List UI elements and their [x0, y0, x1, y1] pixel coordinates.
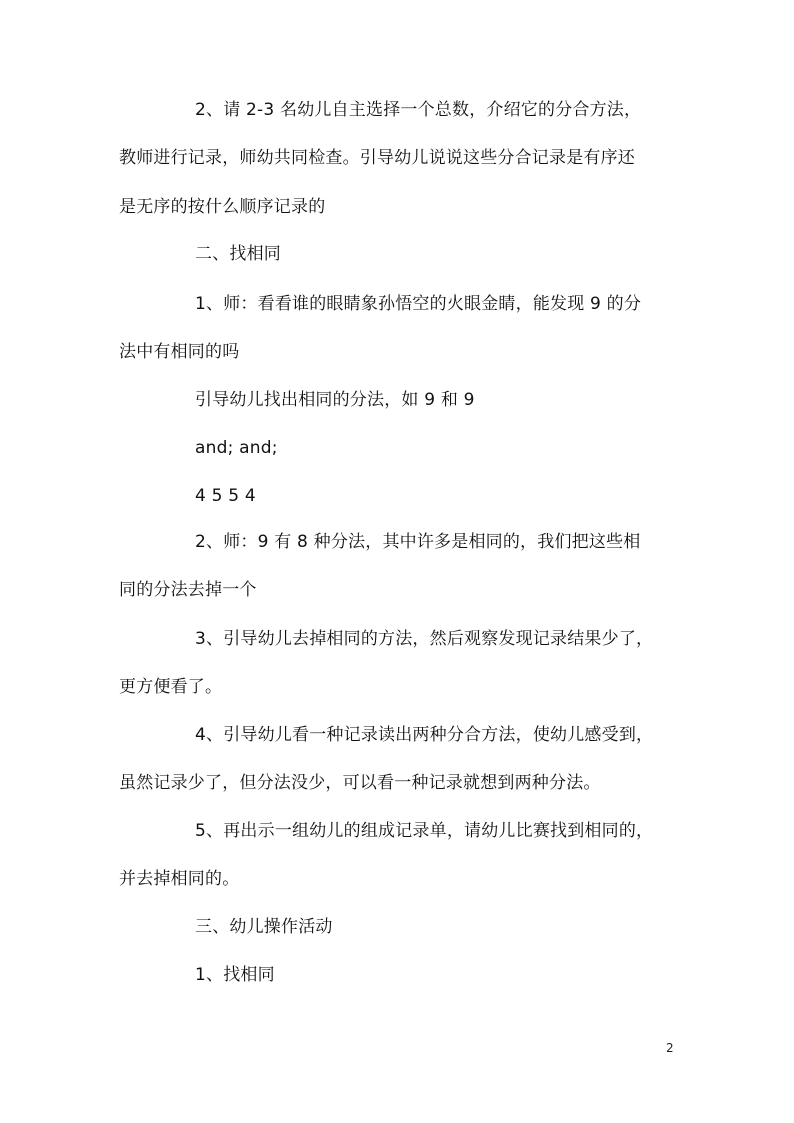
paragraph-line: 2、师：9 有 8 种分法，其中许多是相同的，我们把这些相 — [195, 532, 641, 552]
page-number: 2 — [666, 1041, 674, 1055]
paragraph-line: 5、再出示一组幼儿的组成记录单，请幼儿比赛找到相同的， — [195, 821, 654, 841]
paragraph-line: 1、师：看看谁的眼睛象孙悟空的火眼金睛，能发现 9 的分 — [195, 294, 642, 314]
paragraph-line: 虽然记录少了，但分法没少，可以看一种记录就想到两种分法。 — [119, 773, 601, 793]
paragraph-line: 法中有相同的吗 — [119, 342, 240, 362]
paragraph-line: 4、引导幼儿看一种记录读出两种分合方法，使幼儿感受到， — [195, 725, 654, 745]
paragraph-line: 2、请 2-3 名幼儿自主选择一个总数，介绍它的分合方法， — [195, 100, 642, 120]
section-heading: 二、找相同 — [195, 244, 281, 264]
paragraph-line: 引导幼儿找出相同的分法，如 9 和 9 — [195, 390, 475, 410]
paragraph-line: 4 5 5 4 — [195, 486, 256, 506]
paragraph-line: 1、找相同 — [195, 965, 275, 985]
paragraph-line: 并去掉相同的。 — [119, 869, 240, 889]
paragraph-line: 是无序的按什么顺序记录的 — [119, 197, 326, 217]
section-heading: 三、幼儿操作活动 — [195, 917, 333, 937]
paragraph-line: 教师进行记录，师幼共同检查。引导幼儿说说这些分合记录是有序还 — [119, 148, 635, 168]
paragraph-line: 3、引导幼儿去掉相同的方法，然后观察发现记录结果少了， — [195, 629, 654, 649]
paragraph-line: 更方便看了。 — [119, 677, 223, 697]
paragraph-line: and; and; — [195, 438, 278, 458]
paragraph-line: 同的分法去掉一个 — [119, 580, 257, 600]
